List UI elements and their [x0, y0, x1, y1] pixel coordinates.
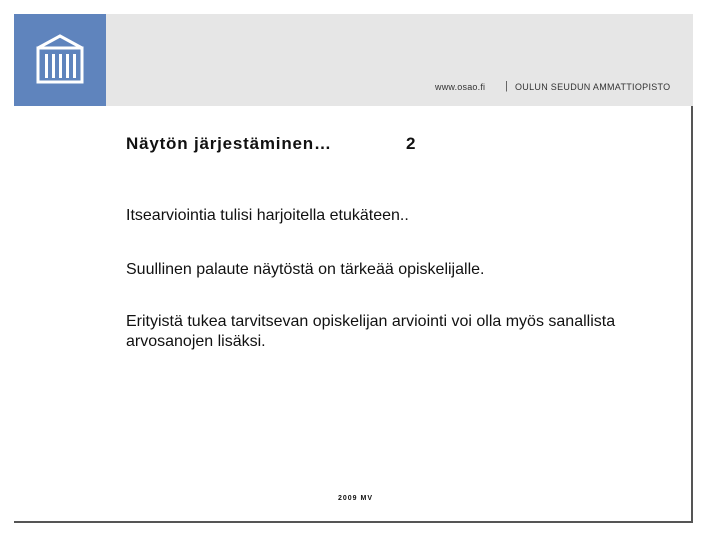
columns-logo-icon: [34, 32, 86, 88]
paragraph-3: Erityistä tukea tarvitsevan opiskelijan arviointi voi olla myös sanallista arvosanojen lisäksi.: [126, 313, 616, 350]
header-organization: OULUN SEUDUN AMMATTIOPISTO: [515, 82, 671, 92]
paragraph-2: Suullinen palaute näytöstä on tärkeää opiskelijalle.: [126, 261, 485, 278]
slide-title: Näytön järjestäminen…: [126, 134, 332, 153]
header-url: www.osao.fi: [435, 82, 486, 92]
header-band: [14, 14, 693, 106]
slide: [14, 14, 693, 523]
paragraph-1: Itsearviointia tulisi harjoitella etukäteen..: [126, 207, 409, 224]
slide-title-number: 2: [406, 134, 416, 153]
header-separator: |: [505, 80, 508, 92]
slide-footer: 2009 MV: [338, 495, 374, 502]
logo-box: [14, 14, 106, 106]
